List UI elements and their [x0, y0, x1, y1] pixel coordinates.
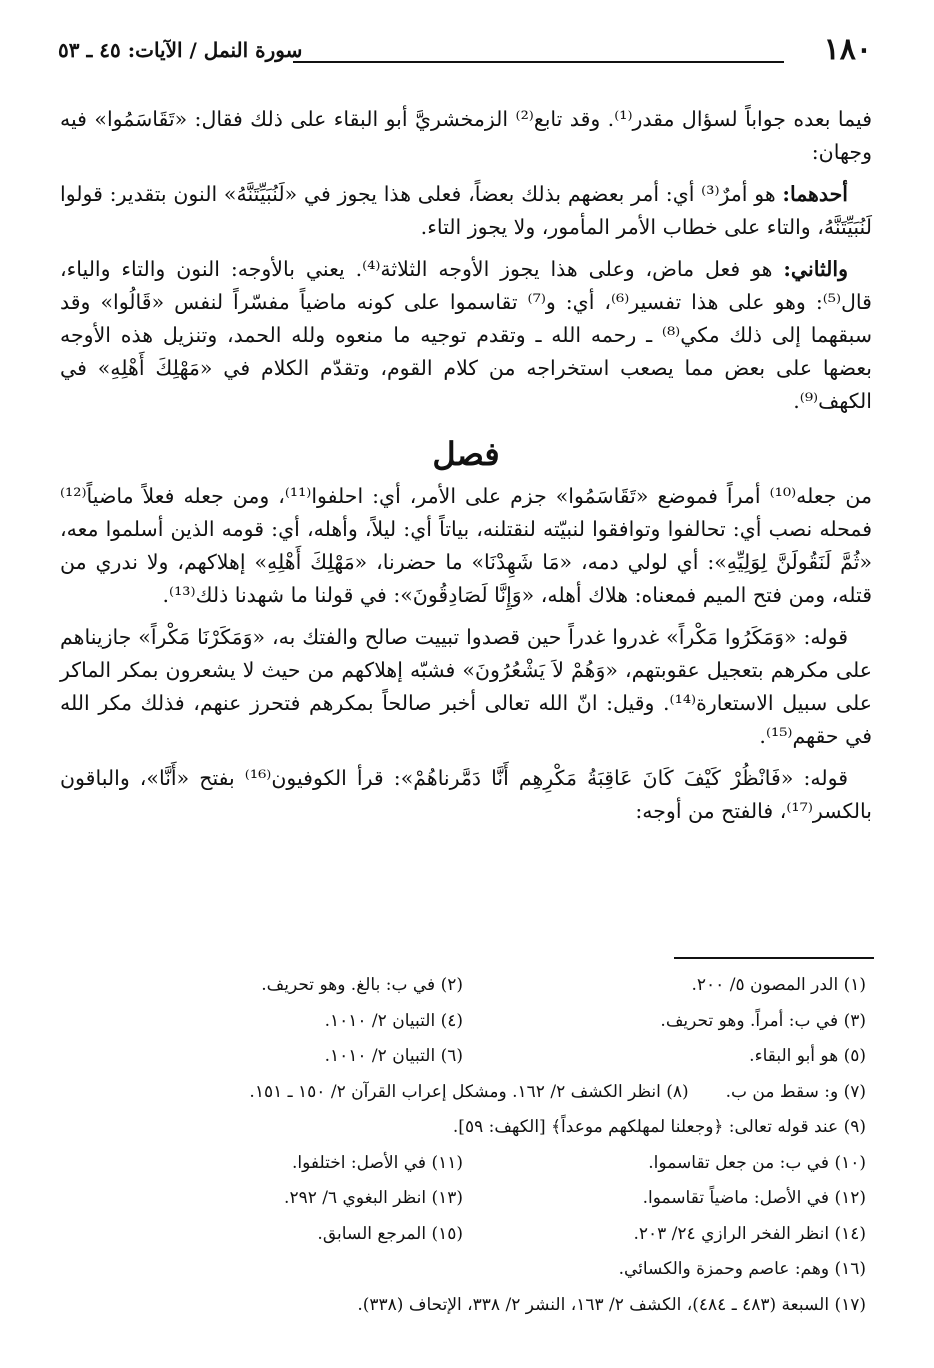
footnote: (١٦) وهم: عاصم وحمزة والكسائي.: [618, 1259, 866, 1279]
paragraph: قوله: «فَانْظُرْ كَيْفَ كَانَ عَاقِبَةُ مَكْرِهِم أَنَّا دَمَّرناهُمْ»: قرأ الكوفيون⁽¹⁶⁾ بفتح «أَنَّا»، والباقون بالكسر⁽¹⁷⁾، فالفتح من أوجه:: [60, 766, 872, 823]
footnote-row: [60, 1217, 866, 1253]
section-heading: فصل: [432, 435, 500, 473]
footnote: (١١) في الأصل: اختلفوا.: [292, 1152, 463, 1173]
footnote-row: [60, 1004, 866, 1040]
footnote: (١٧) السبعة (٤٨٣ ـ ٤٨٤)، الكشف ٢/ ١٦٣، النشر ٢/ ٣٣٨، الإتحاف (٣٣٨).: [357, 1294, 866, 1315]
footnote: (٥) هو أبو البقاء.: [749, 1046, 866, 1066]
footnote: (١٥) المرجع السابق.: [317, 1223, 463, 1244]
paragraph: من جعله⁽¹⁰⁾ أمراً فموضع «تَقَاسَمُوا» جزم على الأمر، أي: احلفوا⁽¹¹⁾، ومن جعله فعلاً ماضياً⁽¹²⁾ فمحله نصب أي: تحالفوا وتوافقوا لنبيّته لنقتلنه، بياتاً أي: ليلاً، وأهله، أي: قومه الذين أسلموا معه، «ثُمَّ لَنَقُولَنَّ لِوَلِيِّهِ»: أي لولي دمه، «مَا شَهِدْنَا» ما حضرنا، «مَهْلِكَ أَهْلِهِ» إهلاكهم، ولا ندري من قتله، ومن فتح الميم فمعناه: هلاك أهله، «وَإِنَّا لَصَادِقُونَ»: في قولنا ما شهدنا ذلك⁽¹³⁾.: [60, 484, 872, 607]
paragraph: قوله: «وَمَكَرُوا مَكْراً» غدروا غدراً حين قصدوا تبييت صالح والفتك به، «وَمَكَرْنَا مَكْراً» جازيناهم على مكرهم بتعجيل عقوبتهم، «وَهُمْ لاَ يَشْعُرُونَ» فشبّه إهلاكهم من حيث لا يشعرون بمكر الماكر على سبيل الاستعارة⁽¹⁴⁾. وقيل: انّ الله تعالى أخبر صالحاً بمكرهم فتحرز عنهم، فذلك مكر الله في حقهم⁽¹⁵⁾.: [60, 625, 872, 748]
main-text: [60, 103, 872, 837]
footnote: (٣) في ب: أمراً. وهو تحريف.: [660, 1010, 866, 1031]
paragraph: فيما بعده جواباً لسؤال مقدر⁽¹⁾. وقد تابع⁽²⁾ الزمخشريَّ أبو البقاء على ذلك فقال: «تَقَاسَمُوا» فيه وجهان:: [60, 107, 872, 164]
footnote: (١) الدر المصون ٥/ ٢٠٠.: [691, 975, 866, 995]
footnotes: [60, 968, 866, 1323]
footnote: (٤) التبيان ٢/ ١٠١٠.: [324, 1010, 463, 1031]
footnote: (٩) عند قوله تعالى: ﴿وجعلنا لمهلكهم موعداً﴾ [الكهف: ٥٩].: [452, 1117, 866, 1137]
paragraph-text: هو أمرٌ⁽³⁾ أي: أمر بعضهم بذلك بعضاً، فعلى هذا يجوز في «لَنُبَيِّتَنَّهُ» النون بتقدير: قولوا لَنُبَيِّتَنَّهُ، والتاء على خطاب الأمر المأمور، ولا يجوز التاء.: [60, 182, 872, 239]
page-header: [58, 30, 872, 70]
page-number: ١٨٠: [823, 32, 872, 67]
paragraph-lead: والثاني:: [783, 257, 848, 281]
paragraph-text: هو فعل ماض، وعلى هذا يجوز الأوجه الثلاثة⁽⁴⁾. يعني بالأوجه: النون والتاء والياء، قال⁽⁵⁾: وهو على هذا تفسير⁽⁶⁾، أي: و⁽⁷⁾ تقاسموا على كونه ماضياً مفسّراً لنفس «قَالُوا» وقد سبقهما إلى ذلك مكي⁽⁸⁾ ـ رحمه الله ـ وتقدم توجيه ما منعوه ولله الحمد، وتنزيل هذه الأوجه بعضها على بعض مما يصعب استخراجه من كلام القوم، وتقدّم الكلام في «مَهْلِكَ أَهْلِهِ» في الكهف⁽⁹⁾.: [60, 257, 872, 413]
footnote: (٨) انظر الكشف ٢/ ١٦٢. ومشكل إعراب القرآن ٢/ ١٥٠ ـ ١٥١.: [249, 1081, 689, 1102]
footnote-row: [60, 1039, 866, 1075]
footnote-row: [60, 968, 866, 1004]
footnote-row: [60, 1075, 866, 1111]
footnote: (١٢) في الأصل: ماضياً تقاسموا.: [642, 1188, 866, 1208]
footnote: (١٤) انظر الفخر الرازي ٢٤/ ٢٠٣.: [633, 1223, 866, 1244]
footnote: (١٣) انظر البغوي ٦/ ٢٩٢.: [284, 1188, 463, 1208]
footnote: (٦) التبيان ٢/ ١٠١٠.: [324, 1046, 463, 1066]
footnote: (٧) و: سقط من ب.: [725, 1081, 866, 1102]
footnote: (٢) في ب: بالغ. وهو تحريف.: [261, 975, 463, 995]
paragraph: [60, 253, 872, 418]
footnote-separator: [674, 957, 874, 959]
paragraph: [60, 178, 872, 244]
header-rule: [293, 61, 784, 63]
footnote: (١٠) في ب: من جعل تقاسموا.: [648, 1152, 866, 1173]
running-title: سورة النمل / الآيات: ٤٥ ـ ٥٣: [58, 38, 303, 62]
footnote-row: [60, 1181, 866, 1217]
paragraph-lead: أحدهما:: [782, 182, 848, 206]
footnote-row: [60, 1146, 866, 1182]
